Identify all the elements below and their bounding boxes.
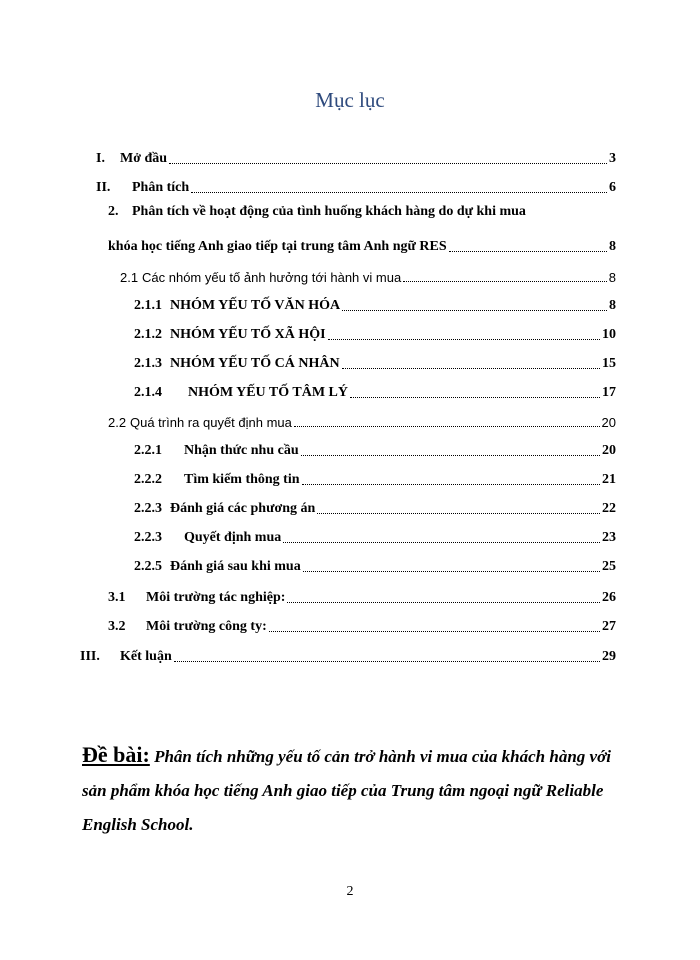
assignment-block bbox=[82, 738, 622, 842]
toc-title: Mục lục bbox=[315, 88, 385, 112]
toc-entry-page: 20 bbox=[602, 443, 616, 458]
toc-entry-page: 6 bbox=[609, 180, 616, 195]
toc-entry-label: Mở đầu bbox=[120, 151, 168, 166]
toc-leader-dots bbox=[191, 192, 607, 193]
toc-leader-dots bbox=[317, 513, 600, 514]
toc-entry-number: 2.2.3 bbox=[134, 501, 162, 516]
toc-entry-5[interactable] bbox=[134, 292, 616, 314]
toc-entry-page: 22 bbox=[602, 501, 616, 516]
toc-entry-page: 10 bbox=[602, 327, 616, 342]
toc-entry-number: I. bbox=[96, 151, 105, 166]
toc-entry-12[interactable] bbox=[134, 495, 616, 517]
toc-entry-7[interactable] bbox=[134, 350, 616, 372]
toc-entry-number: 2.2 bbox=[108, 415, 127, 430]
toc-entry-number: 2.1.4 bbox=[134, 385, 162, 400]
toc-entry-label: Phân tích bbox=[132, 180, 190, 195]
toc-entry-9[interactable] bbox=[108, 408, 616, 430]
toc-entry-number: 2.1.3 bbox=[134, 356, 162, 371]
toc-entry-15[interactable] bbox=[108, 584, 616, 606]
toc-entry-number: 2.2.3 bbox=[134, 530, 162, 545]
toc-entry-8[interactable] bbox=[134, 379, 616, 401]
toc-entry-number: 2.2.2 bbox=[134, 472, 162, 487]
toc-entry-page: 8 bbox=[609, 298, 616, 313]
toc-entry-page: 23 bbox=[602, 530, 616, 545]
toc-entry-label: Tìm kiếm thông tin bbox=[184, 472, 300, 487]
toc-entry-6[interactable] bbox=[134, 321, 616, 343]
toc-entry-14[interactable] bbox=[134, 553, 616, 575]
toc-leader-dots bbox=[169, 163, 607, 164]
toc-entry-number: 2.1 bbox=[120, 270, 139, 285]
toc-entry-page: 8 bbox=[608, 270, 616, 285]
toc-entry-11[interactable] bbox=[134, 466, 616, 488]
toc-entry-13[interactable] bbox=[134, 524, 616, 546]
toc-entry-number: III. bbox=[80, 649, 100, 664]
toc-leader-dots bbox=[294, 426, 600, 427]
toc-entry-label: Nhận thức nhu cầu bbox=[184, 443, 299, 458]
toc-entry-page: 21 bbox=[602, 472, 616, 487]
toc-entry-number: II. bbox=[96, 180, 111, 195]
toc-entry-page: 27 bbox=[602, 619, 616, 634]
toc-leader-dots bbox=[303, 571, 600, 572]
toc-entry-label: NHÓM YẾU TỐ VĂN HÓA bbox=[170, 298, 341, 313]
page-number: 2 bbox=[346, 884, 354, 899]
toc-entry-4[interactable] bbox=[120, 263, 616, 285]
toc-entry-number: 3.1 bbox=[108, 590, 126, 605]
toc-leader-dots bbox=[328, 339, 600, 340]
toc-leader-dots bbox=[350, 397, 600, 398]
toc-entry-label-line1: Phân tích về hoạt động của tình huống khách hàng do dự khi mua bbox=[132, 204, 526, 219]
toc-entry-label: Kết luận bbox=[120, 649, 172, 664]
toc-entry-page: 15 bbox=[602, 356, 616, 371]
toc-entry-label: NHÓM YẾU TỐ CÁ NHÂN bbox=[170, 356, 340, 371]
toc-entry-number: 2.1.1 bbox=[134, 298, 162, 313]
toc-entry-number: 2.2.5 bbox=[134, 559, 162, 574]
toc-leader-dots bbox=[342, 368, 600, 369]
toc-leader-dots bbox=[287, 602, 600, 603]
toc-leader-dots bbox=[403, 281, 607, 282]
toc-entry-label: Các nhóm yếu tố ảnh hưởng tới hành vi mua bbox=[142, 270, 402, 285]
toc-entry-page: 3 bbox=[609, 151, 616, 166]
toc-entry-label: NHÓM YẾU TỐ XÃ HỘI bbox=[170, 327, 326, 342]
toc-leader-dots bbox=[342, 310, 607, 311]
toc-entry-1[interactable] bbox=[96, 145, 616, 167]
toc-leader-dots bbox=[269, 631, 600, 632]
toc-entry-label: Quá trình ra quyết định mua bbox=[130, 415, 292, 430]
toc-entry-label: Quyết định mua bbox=[184, 530, 282, 545]
toc-entry-16[interactable] bbox=[108, 613, 616, 635]
toc-entry-number: 2.2.1 bbox=[134, 443, 162, 458]
toc-entry-page: 25 bbox=[602, 559, 616, 574]
toc-entry-2[interactable] bbox=[96, 174, 616, 196]
toc-entry-number: 3.2 bbox=[108, 619, 126, 634]
toc-entry-label: khóa học tiếng Anh giao tiếp tại trung tâm Anh ngữ RES bbox=[108, 239, 447, 254]
toc-leader-dots bbox=[283, 542, 600, 543]
toc-entry-label: NHÓM YẾU TỐ TÂM LÝ bbox=[188, 385, 348, 400]
toc-leader-dots bbox=[301, 455, 600, 456]
toc-entry-page: 26 bbox=[602, 590, 616, 605]
toc-entry-label: Đánh giá các phương án bbox=[170, 501, 316, 516]
toc-entry-3-line2[interactable] bbox=[108, 233, 616, 255]
toc-entry-page: 8 bbox=[609, 239, 616, 254]
toc-entry-page: 20 bbox=[601, 415, 616, 430]
assignment-text: Phân tích những yếu tố cản trở hành vi mua của khách hàng với sản phẩm khóa học tiếng Anh giao tiếp của Trung tâm ngoại ngữ Reliable English School. bbox=[82, 747, 611, 834]
toc-entry-label: Đánh giá sau khi mua bbox=[170, 559, 301, 574]
toc-entry-page: 29 bbox=[602, 649, 616, 664]
toc-entry-number: 2. bbox=[108, 204, 119, 219]
toc-entry-label: Môi trường tác nghiệp: bbox=[146, 590, 286, 605]
toc-entry-number: 2.1.2 bbox=[134, 327, 162, 342]
assignment-heading: Đề bài: bbox=[82, 742, 150, 767]
toc-entry-3-line1[interactable] bbox=[108, 204, 526, 220]
toc-leader-dots bbox=[449, 251, 607, 252]
toc-leader-dots bbox=[302, 484, 600, 485]
toc-entry-17[interactable] bbox=[80, 643, 616, 665]
toc-entry-label: Môi trường công ty: bbox=[146, 619, 267, 634]
toc-entry-page: 17 bbox=[602, 385, 616, 400]
toc-leader-dots bbox=[174, 661, 600, 662]
toc-entry-10[interactable] bbox=[134, 437, 616, 459]
